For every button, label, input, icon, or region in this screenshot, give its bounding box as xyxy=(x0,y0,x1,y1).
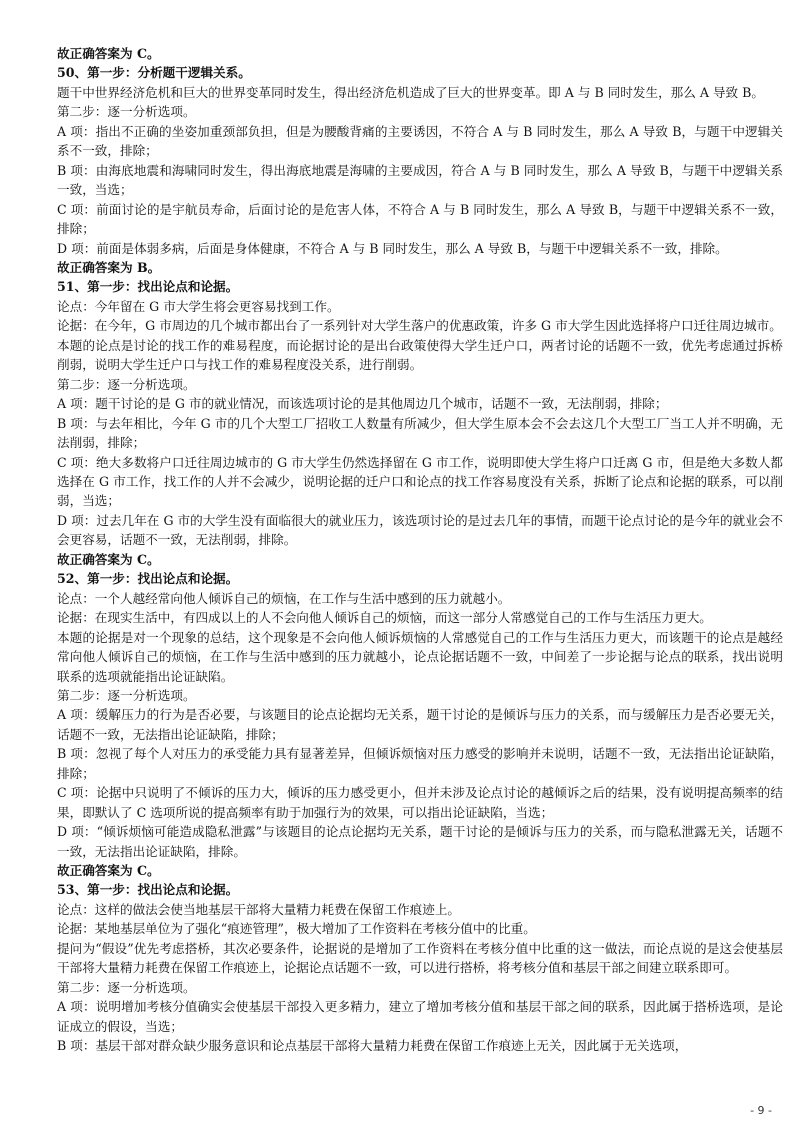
argument-point: 论点：今年留在 G 市大学生将会更容易找到工作。 xyxy=(57,298,340,314)
answer-line: 故正确答案为 C。 xyxy=(57,863,160,879)
paragraph: 题干中世界经济危机和巨大的世界变革同时发生，得出经济危机造成了巨大的世界变革。即 A 与 B 同时发生，那么 A 导致 B。 xyxy=(57,84,765,100)
document-body xyxy=(57,44,783,1056)
option-a: A 项：题干讨论的是 G 市的就业情况，而该选项讨论的是其他周边几个城市，话题不一致，无法削弱，排除； xyxy=(57,396,668,412)
paragraph: 提问为“假设”优先考虑搭桥，其次必要条件，论据说的是增加了工作资料在考核分值中比重的这一做法，而论点说的是这会使基层干部将大量精力耗费在保留工作痕迹上，论据论点话题不一致，可以进行搭桥，将考核分值和基层干部之间建立联系即可。 xyxy=(57,940,783,976)
paragraph: 本题的论点是讨论的找工作的难易程度，而论据讨论的是出台政策使得大学生迁户口，两者讨论的话题不一致，优先考虑通过拆桥削弱，说明大学生迁户口与找工作的难易程度没关系，进行削弱。 xyxy=(57,337,783,373)
option-a: A 项：指出不正确的坐姿加重颈部负担，但是为腰酸背痛的主要诱因，不符合 A 与 B 同时发生，那么 A 导致 B，与题干中逻辑关系不一致，排除； xyxy=(57,123,783,159)
option-d: D 项：过去几年在 G 市的大学生没有面临很大的就业压力，该选项讨论的是过去几年的事情，而题干论点讨论的是今年的就业会不会更容易，话题不一致，无法削弱，排除。 xyxy=(57,512,783,548)
page-number: - 9 - xyxy=(750,1104,772,1117)
question-heading: 52、第一步：找出论点和论据。 xyxy=(57,571,239,587)
option-d: D 项：前面是体弱多病，后面是身体健康，不符合 A 与 B 同时发生，那么 A 导致 B，与题干中逻辑关系不一致，排除。 xyxy=(57,240,728,256)
option-c: C 项：前面讨论的是宇航员寿命，后面讨论的是危害人体，不符合 A 与 B 同时发生，那么 A 导致 B，与题干中逻辑关系不一致，排除； xyxy=(57,201,783,237)
question-heading: 50、第一步：分析题干逻辑关系。 xyxy=(57,65,251,81)
answer-line: 故正确答案为 B。 xyxy=(57,259,161,275)
question-heading: 51、第一步：找出论点和论据。 xyxy=(57,279,239,295)
step-heading: 第二步：逐一分析选项。 xyxy=(57,104,196,120)
option-b: B 项：与去年相比，今年 G 市的几个大型工厂招收工人数量有所减少，但大学生原本会不会去这几个大型工厂当工人并不明确，无法削弱，排除； xyxy=(57,415,783,451)
option-b: B 项：基层干部对群众缺少服务意识和论点基层干部将大量精力耗费在保留工作痕迹上无关，因此属于无关选项， xyxy=(57,1038,688,1054)
argument-evidence: 论据：在今年，G 市周边的几个城市都出台了一系列针对大学生落户的优惠政策，许多 G 市大学生因此选择将户口迁往周边城市。 xyxy=(57,318,782,334)
option-c: C 项：绝大多数将户口迁往周边城市的 G 市大学生仍然选择留在 G 市工作，说明即使大学生将户口迁离 G 市，但是绝大多数人都选择在 G 市工作，找工作的人并不会减少，说明论据的迁户口和论点的找工作容易度没有关系，拆断了论点和论据的联系，可以削弱，当选； xyxy=(57,454,783,509)
step-heading: 第二步：逐一分析选项。 xyxy=(57,376,196,392)
option-d: D 项：“倾诉烦恼可能造成隐私泄露”与该题目的论点论据均无关系，题干讨论的是倾诉与压力的关系，而与隐私泄露无关，话题不一致，无法指出论证缺陷，排除。 xyxy=(57,824,783,859)
step-heading: 第二步：逐一分析选项。 xyxy=(57,687,196,703)
answer-line: 故正确答案为 C。 xyxy=(57,551,160,567)
option-a: A 项：说明增加考核分值确实会使基层干部投入更多精力，建立了增加考核分值和基层干部之间的联系，因此属于搭桥选项，是论证成立的假设，当选； xyxy=(57,999,783,1034)
answer-line: 故正确答案为 C。 xyxy=(57,46,160,61)
option-b: B 项：忽视了每个人对压力的承受能力具有显著差异，但倾诉烦恼对压力感受的影响并未说明，话题不一致，无法指出论证缺陷，排除； xyxy=(57,746,783,781)
option-b: B 项：由海底地震和海啸同时发生，得出海底地震是海啸的主要成因，符合 A 与 B 同时发生，那么 A 导致 B，与题干中逻辑关系一致，当选； xyxy=(57,162,783,198)
argument-evidence: 论据：某地基层单位为了强化“痕迹管理”，极大增加了工作资料在考核分值中的比重。 xyxy=(57,921,536,937)
argument-point: 论点：一个人越经常向他人倾诉自己的烦恼，在工作与生活中感到的压力就越小。 xyxy=(57,590,511,606)
paragraph: 本题的论据是对一个现象的总结，这个现象是不会向他人倾诉烦恼的人常感觉自己的工作与生活压力更大，而该题干的论点是越经常向他人倾诉自己的烦恼，在工作与生活中感到的压力就越小，论点论据话题不一致，中间差了一步论据与论点的联系，找出说明联系的选项就能指出论证缺陷。 xyxy=(57,629,783,684)
option-a: A 项：缓解压力的行为是否必要，与该题目的论点论据均无关系，题干讨论的是倾诉与压力的关系，而与缓解压力是否必要无关，话题不一致，无法指出论证缺陷，排除； xyxy=(57,707,783,742)
argument-point: 论点：这样的做法会使当地基层干部将大量精力耗费在保留工作痕迹上。 xyxy=(57,901,460,917)
option-c: C 项：论据中只说明了不倾诉的压力大，倾诉的压力感受更小，但并未涉及论点讨论的越倾诉之后的结果，没有说明提高频率的结果，即默认了 C 选项所说的提高频率有助于加强行为的效果，可以指出论证缺陷，当选； xyxy=(57,785,783,820)
step-heading: 第二步：逐一分析选项。 xyxy=(57,979,196,995)
question-heading: 53、第一步：找出论点和论据。 xyxy=(57,882,239,898)
argument-evidence: 论据：在现实生活中，有四成以上的人不会向他人倾诉自己的烦恼，而这一部分人常感觉自己的工作与生活压力更大。 xyxy=(57,610,712,626)
